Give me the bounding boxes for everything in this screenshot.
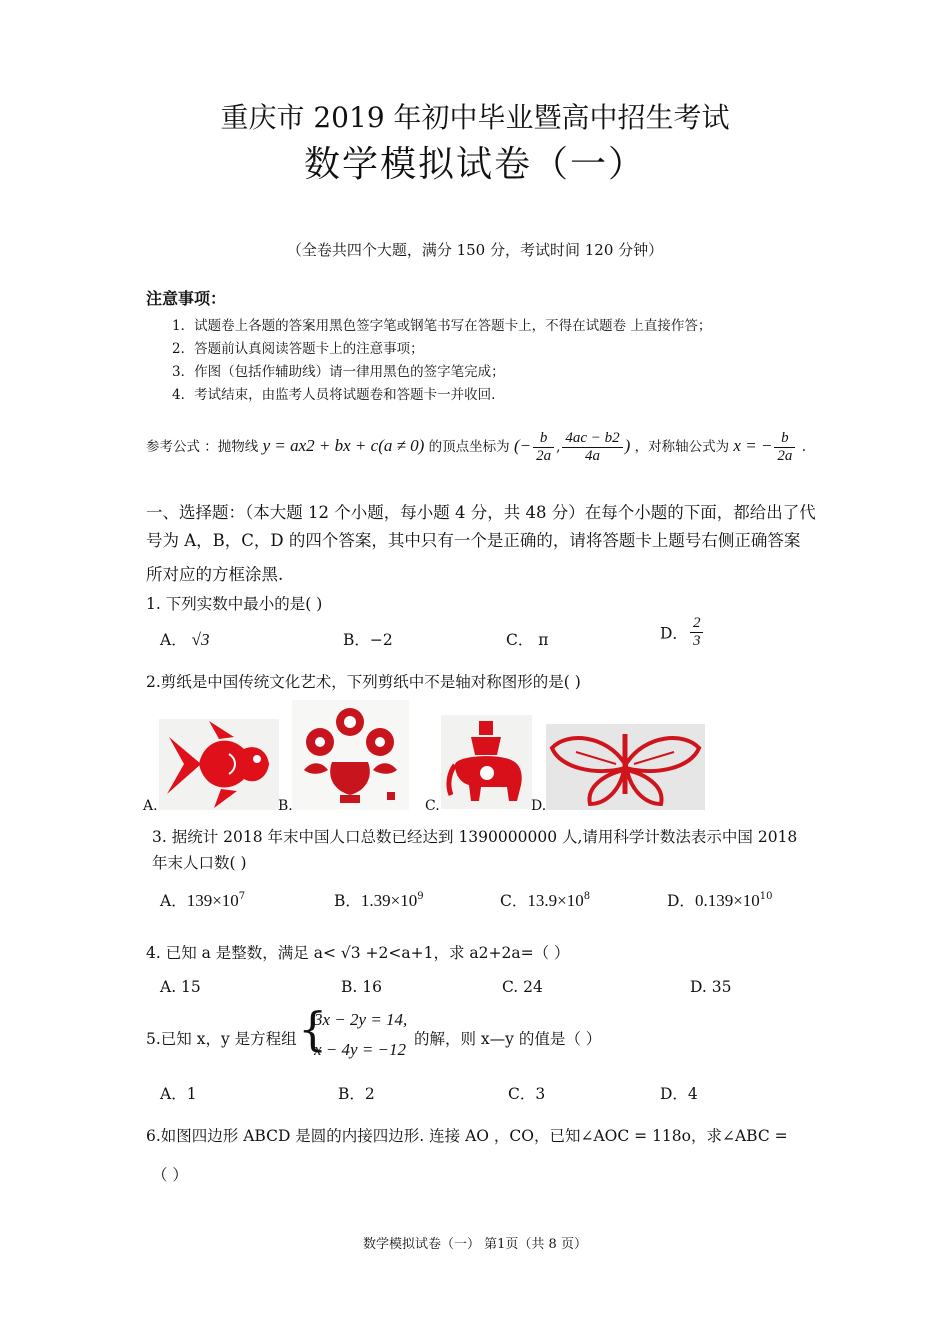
exam-title: 重庆市 2019 年初中毕业暨高中招生考试 <box>220 101 730 134</box>
question-5-stem-post: 的解，则 x—y 的值是（ ） <box>414 1030 602 1048</box>
q2-option-a: A. <box>143 798 158 814</box>
equation-2: x − 4y = −12 <box>314 1040 407 1059</box>
vertex-x-fraction: $\frac{b}{2a}$ <box>533 430 554 465</box>
note-item: 3．作图（包括作辅助线）请一律用黑色的签字笔完成； <box>172 364 505 380</box>
q3-option-d: D．$0.139\times 10^{10}$ <box>667 891 773 910</box>
q3-option-c: C．$13.9\times 10^8$ <box>500 891 591 910</box>
vertex-text: 的顶点坐标为 <box>428 439 510 455</box>
q2-option-d: D. <box>531 798 547 814</box>
q2-option-c: C. <box>425 798 440 814</box>
elephant-papercut <box>441 715 532 809</box>
butterfly-papercut <box>546 724 705 810</box>
note-item: 1．试题卷上各题的答案用黑色签字笔或钢笔书写在答题卡上，不得在试题卷 上直接作答； <box>172 318 712 334</box>
section-heading: 一、选择题：（本大题 12 个小题，每小题 4 分，共 48 分）在每个小题的下面，都给出了代 <box>146 503 816 522</box>
question-5-stem: 5.已知 x，y 是方程组 <box>146 1030 297 1048</box>
q1-option-d: D． $\frac{2}{3}$ <box>660 615 705 650</box>
question-3-stem-cont: 年末人口数( ) <box>152 854 247 872</box>
q4-option-a: A. 15 <box>160 978 201 996</box>
section-text: 号为 A，B，C，D 的四个答案，其中只有一个是正确的，请将答题卡上题号右侧正确答案 <box>146 531 801 550</box>
goldfish-papercut <box>159 719 279 810</box>
q1-option-a: A． √3 <box>160 630 210 649</box>
q5-option-c: C．3 <box>508 1085 546 1103</box>
parabola-equation: y = ax2 + bx + c(a ≠ 0) <box>262 436 425 455</box>
q5-option-a: A．1 <box>160 1085 197 1103</box>
q4-option-d: D. 35 <box>690 978 732 996</box>
question-1-stem: 1. 下列实数中最小的是( ) <box>146 595 323 613</box>
axis-equation: x = − <box>733 436 773 455</box>
section-text: 所对应的方框涂黑. <box>146 565 284 584</box>
axis-fraction: $\frac{b}{2a}$ <box>774 430 795 465</box>
equation-1: 3x − 2y = 14, <box>314 1010 408 1029</box>
q4-option-c: C. 24 <box>502 978 543 996</box>
reference-label: 参考公式 ：抛物线 <box>146 439 259 455</box>
q5-option-d: D．4 <box>660 1085 698 1103</box>
q1-option-c: C． π <box>506 631 549 649</box>
q3-option-a: A．$139\times 10^7$ <box>160 891 246 910</box>
question-6-stem: 6.如图四边形 ABCD 是圆的内接四边形. 连接 AO ，CO，已知∠AOC = 118o，求∠ABC = <box>146 1127 788 1145</box>
axis-text: ，对称轴公式为 <box>634 439 730 455</box>
q4-option-b: B. 16 <box>341 978 382 996</box>
flower-vase-papercut <box>292 700 409 810</box>
vertex-y-fraction: $\frac{4ac - b2}{4a}$ <box>562 430 622 465</box>
question-3-stem: 3. 据统计 2018 年末中国人口总数已经达到 1390000000 人,请用科学计数法表示中国 2018 <box>152 828 798 846</box>
question-4-stem: 4. 已知 a 是整数，满足 a< √3 +2<a+1，求 a2+2a=（ ） <box>146 944 570 962</box>
q3-option-b: B．$1.39\times 10^9$ <box>334 891 424 910</box>
notes-heading: 注意事项： <box>146 289 227 308</box>
q1-option-b: B．−2 <box>343 631 393 649</box>
reference-formula: 参考公式 ：抛物线 y = ax2 + bx + c(a ≠ 0) 的顶点坐标为 (− $\frac{b}{2a}$ , $\frac{4ac - b2}{4a}$ ) ，对称轴公式为 x = − $\frac{b}{2a}$ . <box>146 430 807 464</box>
note-item: 4．考试结束，由监考人员将试题卷和答题卡一并收回. <box>172 387 496 403</box>
note-item: 2．答题前认真阅读答题卡上的注意事项； <box>172 341 424 357</box>
paper-title: 数学模拟试卷（一） <box>303 144 646 185</box>
exam-info: （全卷共四个大题，满分 150 分，考试时间 120 分钟） <box>286 241 664 259</box>
q5-option-b: B．2 <box>338 1085 375 1103</box>
system-brace: { <box>298 1002 328 1056</box>
vertex-open: (− <box>513 436 532 455</box>
q2-option-b: B. <box>278 798 293 814</box>
page-footer: 数学模拟试卷（一） 第1页（共 8 页） <box>363 1237 587 1252</box>
question-6-answer-blank: （ ） <box>152 1166 188 1184</box>
question-2-stem: 2.剪纸是中国传统文化艺术，下列剪纸中不是轴对称图形的是( ) <box>146 673 581 691</box>
